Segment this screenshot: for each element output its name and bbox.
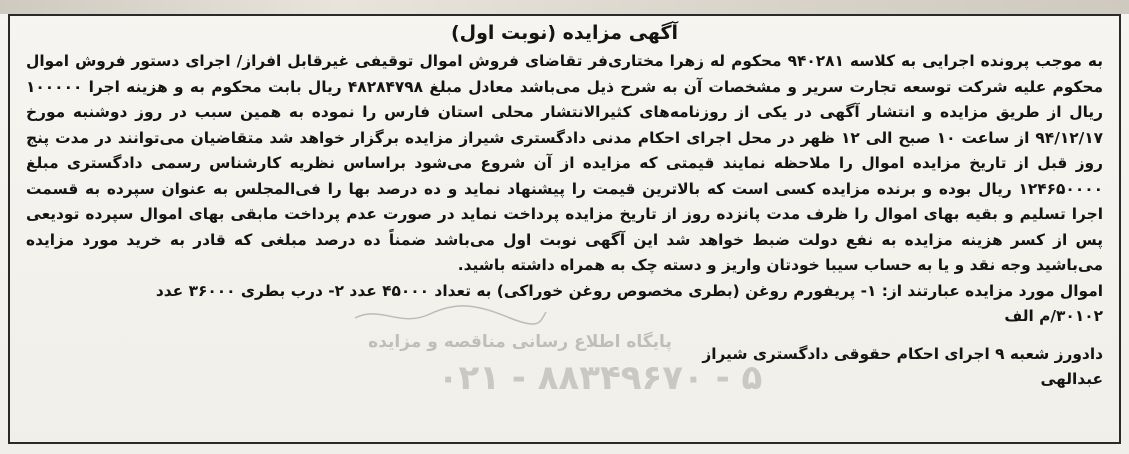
auction-items: اموال مورد مزایده عبارتند از: ۱- پریفورم روغن (بطری مخصوص روغن خوراکی) به تعداد ۴۵۰۰۰ عدد ۲- درب بطری ۳۶۰۰۰ عدد [155, 281, 1103, 300]
reference-number: ۳۰۱۰۲/م الف [1004, 307, 1103, 325]
signature-name: عبدالهی [1040, 370, 1103, 388]
notice-body: به موجب پرونده اجرایی به کلاسه ۹۴۰۲۸۱ محکوم له زهرا مختاری‌فر تقاضای فروش اموال توقیفی غیرقابل افراز/ اجرای دستور فروش اموال محکوم علیه شرکت توسعه تجارت سریر و مشخصات آن به شرح ذیل می‌باشد معادل مبلغ ۴۸۲۸۴۷۹۸ ریال بابت محکوم به و هزینه اجرا ۱۰۰۰۰۰ ریال از طریق مزایده و انتشار آگهی در یکی از روزنامه‌های کثیرالانتشار محلی استان فارس را نموده به همین سبب در روز دوشنبه مورخ ۹۴/۱۲/۱۷ از ساعت ۱۰ صبح الی ۱۲ ظهر در محل اجرای احکام مدنی دادگستری شیراز مزایده برگزار خواهد شد متقاضیان می‌توانند در مدت پنج روز قبل از تاریخ مزایده اموال را ملاحظه نمایند قیمتی که مزایده از آن شروع می‌شود براساس نظریه کارشناس رسمی دادگستری مبلغ ۱۲۴۶۵۰۰۰۰ ریال بوده و برنده مزایده کسی است که بالاترین قیمت را پیشنهاد نماید و ده درصد بها را فی‌المجلس به عنوان سپرده به قسمت اجرا تسلیم و بقیه بهای اموال را ظرف مدت پانزده روز از تاریخ مزایده پرداخت نماید در صورت عدم پرداخت مابقی بهای اموال سپرده تودیعی پس از کسر هزینه مزایده به نفع دولت ضبط خواهد شد این آگهی نوبت اول می‌باشد ضمناً ده درصد مبلغی که قادر به خرید مورد مزایده می‌باشید وجه نقد و یا به حساب سیبا خودتان واریز و دسته چک به همراه داشته باشید. [26, 52, 1104, 274]
watermark-site-text: پایگاه اطلاع رسانی مناقصه و مزایده [368, 332, 672, 352]
handwritten-scribble-icon [350, 300, 550, 330]
signature-title: دادورز شعبه ۹ اجرای احکام حقوقی دادگستری شیراز [702, 344, 1103, 363]
watermark-phone-number: ۰۲۱ - ۸۸۳۴۹۶۷۰ - ۵ [437, 358, 763, 398]
notice-title: آگهی مزایده (نوبت اول) [450, 22, 679, 44]
clipping-edge [0, 0, 1129, 14]
